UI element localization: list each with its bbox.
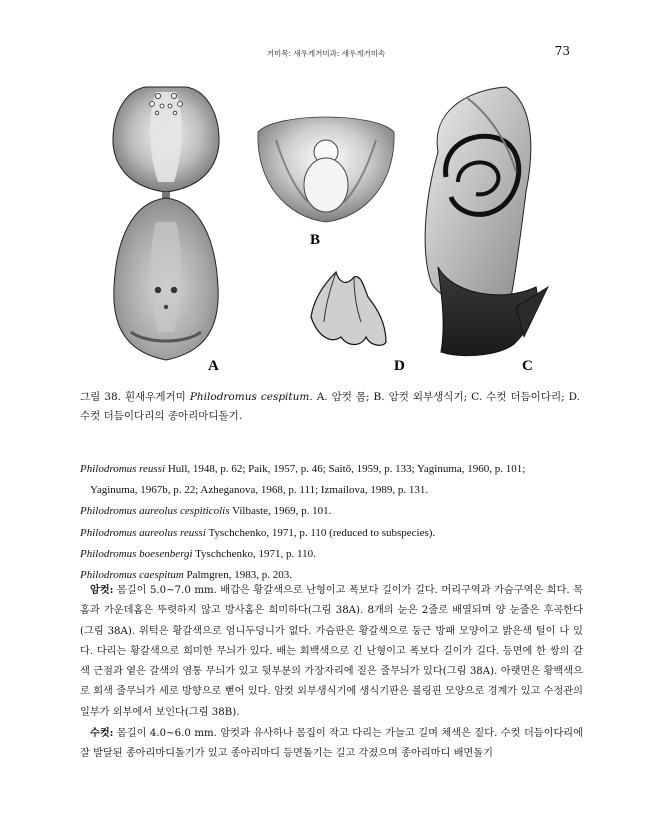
synonym-entry (80, 459, 590, 480)
synonym-name: Philodromus reussi (80, 463, 166, 475)
male-description (80, 723, 583, 765)
synonym-citation: Yaginuma, 1967b, p. 22; Azheganova, 1968, p. 111; Izmailova, 1989, p. 131. (90, 484, 429, 497)
synonym-name: Philodromus caespitum (80, 569, 184, 582)
synonym-name: Philodromus boesenbergi (80, 547, 193, 560)
page-number: 73 (554, 44, 570, 58)
synonym-citation: Palmgren, 1983, p. 203. (183, 569, 292, 582)
male-label: 수컷: (90, 727, 114, 740)
label-b: B (310, 232, 321, 248)
synonym-citation: Vilbaste, 1969, p. 101. (229, 505, 332, 518)
caption-prefix: 그림 38. 흰새우게거미 (80, 391, 190, 403)
label-a: A (208, 358, 219, 374)
label-c: C (522, 358, 533, 374)
running-title: 거미목: 새우게거미과: 새우게거미속 (266, 49, 386, 58)
synonym-entry (80, 523, 590, 544)
panel-d-tibial-apophysis (311, 272, 405, 374)
figure-caption (80, 388, 580, 426)
synonym-name: Philodromus aureolus cespiticolis (80, 505, 230, 518)
synonym-citation: Tyschchenko, 1971, p. 110 (reduced to subspecies). (205, 526, 436, 539)
description-body (80, 580, 583, 765)
synonym-entry (80, 480, 590, 501)
male-text: 몸길이 4.0~6.0 mm. 암컷과 유사하나 몸집이 작고 다리는 가늘고 길며 체색은 짙다. 수컷 더듬이다리에 잘 발달된 종아리마디돌기가 있고 종아리마디 등면돌기는 길고 각졌으며 종아리마디 배면돌기 (80, 728, 583, 760)
caption-species: Philodromus cespitum (189, 391, 310, 403)
synonym-citation: Hull, 1948, p. 62; Paik, 1957, p. 46; Saitō, 1959, p. 133; Yaginuma, 1960, p. 101; (165, 463, 526, 475)
figure-illustration (86, 82, 596, 377)
panel-a-female-body (113, 87, 219, 374)
synonym-entry (80, 544, 590, 565)
synonym-name: Philodromus aureolus reussi (80, 526, 206, 539)
female-label: 암컷: (90, 584, 114, 596)
caption-suffix: . A. 암컷 몸; B. 암컷 외부생식기; C. 수컷 더듬이다리; D. 수컷 더듬이다리의 종아리마디돌기. (80, 391, 580, 422)
panel-c-male-palp (425, 87, 548, 374)
page-header (0, 44, 652, 64)
label-d: D (394, 358, 405, 374)
female-text: 몸길이 5.0~7.0 mm. 배갑은 황갈색으로 난형이고 폭보다 길이가 길다. 머리구역과 가슴구역은 희다. 목홈과 가운데홈은 뚜렷하지 않고 방사홈은 희미하다(그림 38A). 8개의 눈은 2줄로 배열되며 양 눈줄은 후곡한다(그림 38A). 위턱은 황갈색으로 엄니두덩니가 없다. 가슴판은 황갈색으로 둥근 방패 모양이고 밝은색 털이 나 있다. 다리는 황갈색으로 희미한 무늬가 있다. 배는 회백색으로 긴 난형이고 폭보다 길이가 길다. 등면에 한 쌍의 갈색 근점과 옅은 갈색의 염통 무늬가 있고 뒷부분의 가장자리에 짙은 줄무늬가 있다(그림 38A). 아랫면은 황백색으로 회색 줄무늬가 세로 방향으로 뻗어 있다. 암컷 외부생식기에 생식기판은 볼링핀 모양으로 경계가 있고 수정관의 일부가 외부에서 보인다(그림 38B). (80, 585, 583, 718)
female-description (80, 580, 583, 723)
panel-b-epigyne (258, 117, 394, 248)
synonym-citation: Tyschchenko, 1971, p. 110. (192, 547, 316, 560)
synonym-entry (80, 501, 590, 522)
synonymy-list (80, 459, 590, 586)
figure-38 (86, 82, 596, 377)
